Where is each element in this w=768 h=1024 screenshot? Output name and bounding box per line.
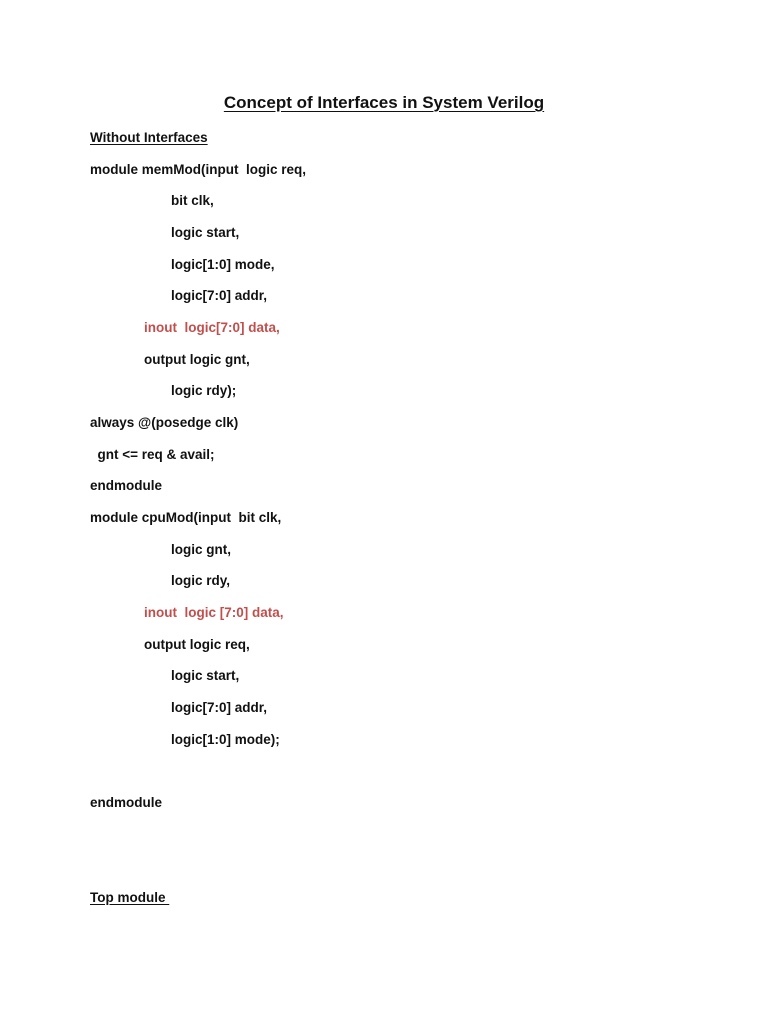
section-heading-without-interfaces: Without Interfaces	[90, 130, 208, 145]
code-line: bit clk,	[171, 193, 214, 208]
code-line: output logic gnt,	[144, 352, 250, 367]
code-line: logic[1:0] mode,	[171, 257, 275, 272]
code-line: module cpuMod(input bit clk,	[90, 510, 282, 525]
document-title: Concept of Interfaces in System Verilog	[223, 93, 545, 112]
code-line: logic start,	[171, 225, 240, 240]
code-line: logic gnt,	[171, 542, 231, 557]
code-line: always @(posedge clk)	[90, 415, 239, 430]
code-line: endmodule	[90, 478, 163, 493]
code-line: logic[7:0] addr,	[171, 288, 268, 303]
code-line-highlighted: inout logic[7:0] data,	[144, 320, 280, 335]
code-line: logic[1:0] mode);	[171, 732, 280, 747]
code-line-highlighted: inout logic [7:0] data,	[144, 605, 284, 620]
code-line: module memMod(input logic req,	[90, 162, 306, 177]
code-line: output logic req,	[144, 637, 250, 652]
code-line: endmodule	[90, 795, 163, 810]
code-line: logic rdy,	[171, 573, 231, 588]
code-line: logic[7:0] addr,	[171, 700, 268, 715]
code-line: logic start,	[171, 668, 240, 683]
code-line: gnt <= req & avail;	[90, 447, 215, 462]
code-line: logic rdy);	[171, 383, 237, 398]
section-heading-top-module: Top module	[90, 890, 170, 905]
